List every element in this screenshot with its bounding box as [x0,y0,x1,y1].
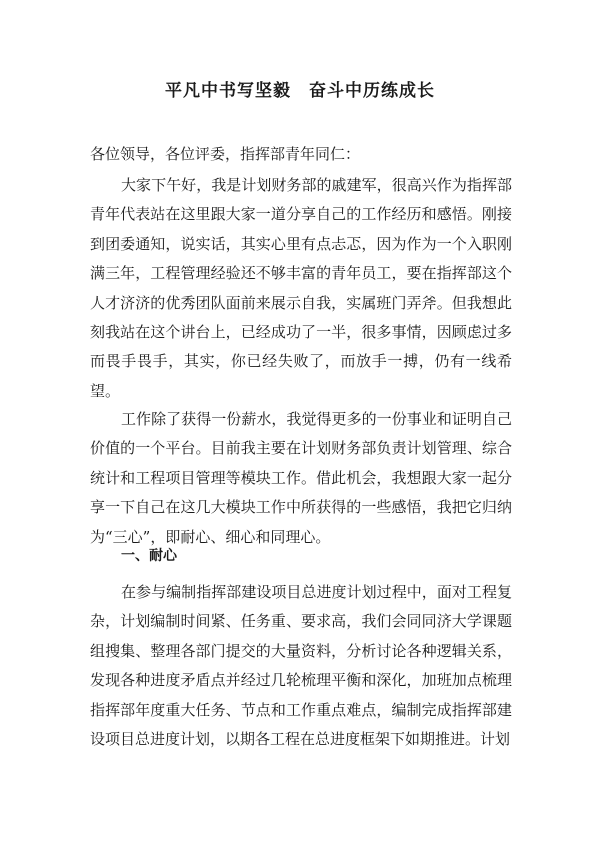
paragraph-work-overview: 工作除了获得一份薪水，我觉得更多的一份事业和证明自己价值的一个平台。目前我主要在计划财务部负责计划管理、综合统计和工程项目管理等模块工作。借此机会，我想跟大家一起分享一下自己在这几大模块工作中所获得的一些感悟，我把它归纳为“三心”，即耐心、细心和同理心。 [90,410,512,546]
document-title: 平凡中书写坚毅 奋斗中历练成长 [165,81,435,101]
section-heading-patience: 一、耐心 [121,548,177,564]
paragraph-introduction: 大家下午好，我是计划财务部的戚建军，很高兴作为指挥部青年代表站在这里跟大家一道分享自己的工作经历和感悟。刚接到团委通知，说实话，其实心里有点忐忑，因为作为一个入职刚满三年，工程管理经验还不够丰富的青年员工，要在指挥部这个人才济济的优秀团队面前来展示自我，实属班门弄斧。但我想此刻我站在这个讲台上，已经成功了一半，很多事情，因顾虑过多而畏手畏手，其实，你已经失败了，而放手一搏，仍有一线希望。 [90,176,512,400]
salutation: 各位领导，各位评委，指挥部青年同仁： [90,145,361,163]
paragraph-patience: 在参与编制指挥部建设项目总进度计划过程中，面对工程复杂，计划编制时间紧、任务重、要求高，我们会同同济大学课题组搜集、整理各部门提交的大量资料，分析讨论各种逻辑关系，发现各种进度矛盾点并经过几轮梳理平衡和深化，加班加点梳理指挥部年度重大任务、节点和工作重点难点，编制完成指挥部建设项目总进度计划，以期各工程在总进度框架下如期推进。计划 [90,583,512,749]
